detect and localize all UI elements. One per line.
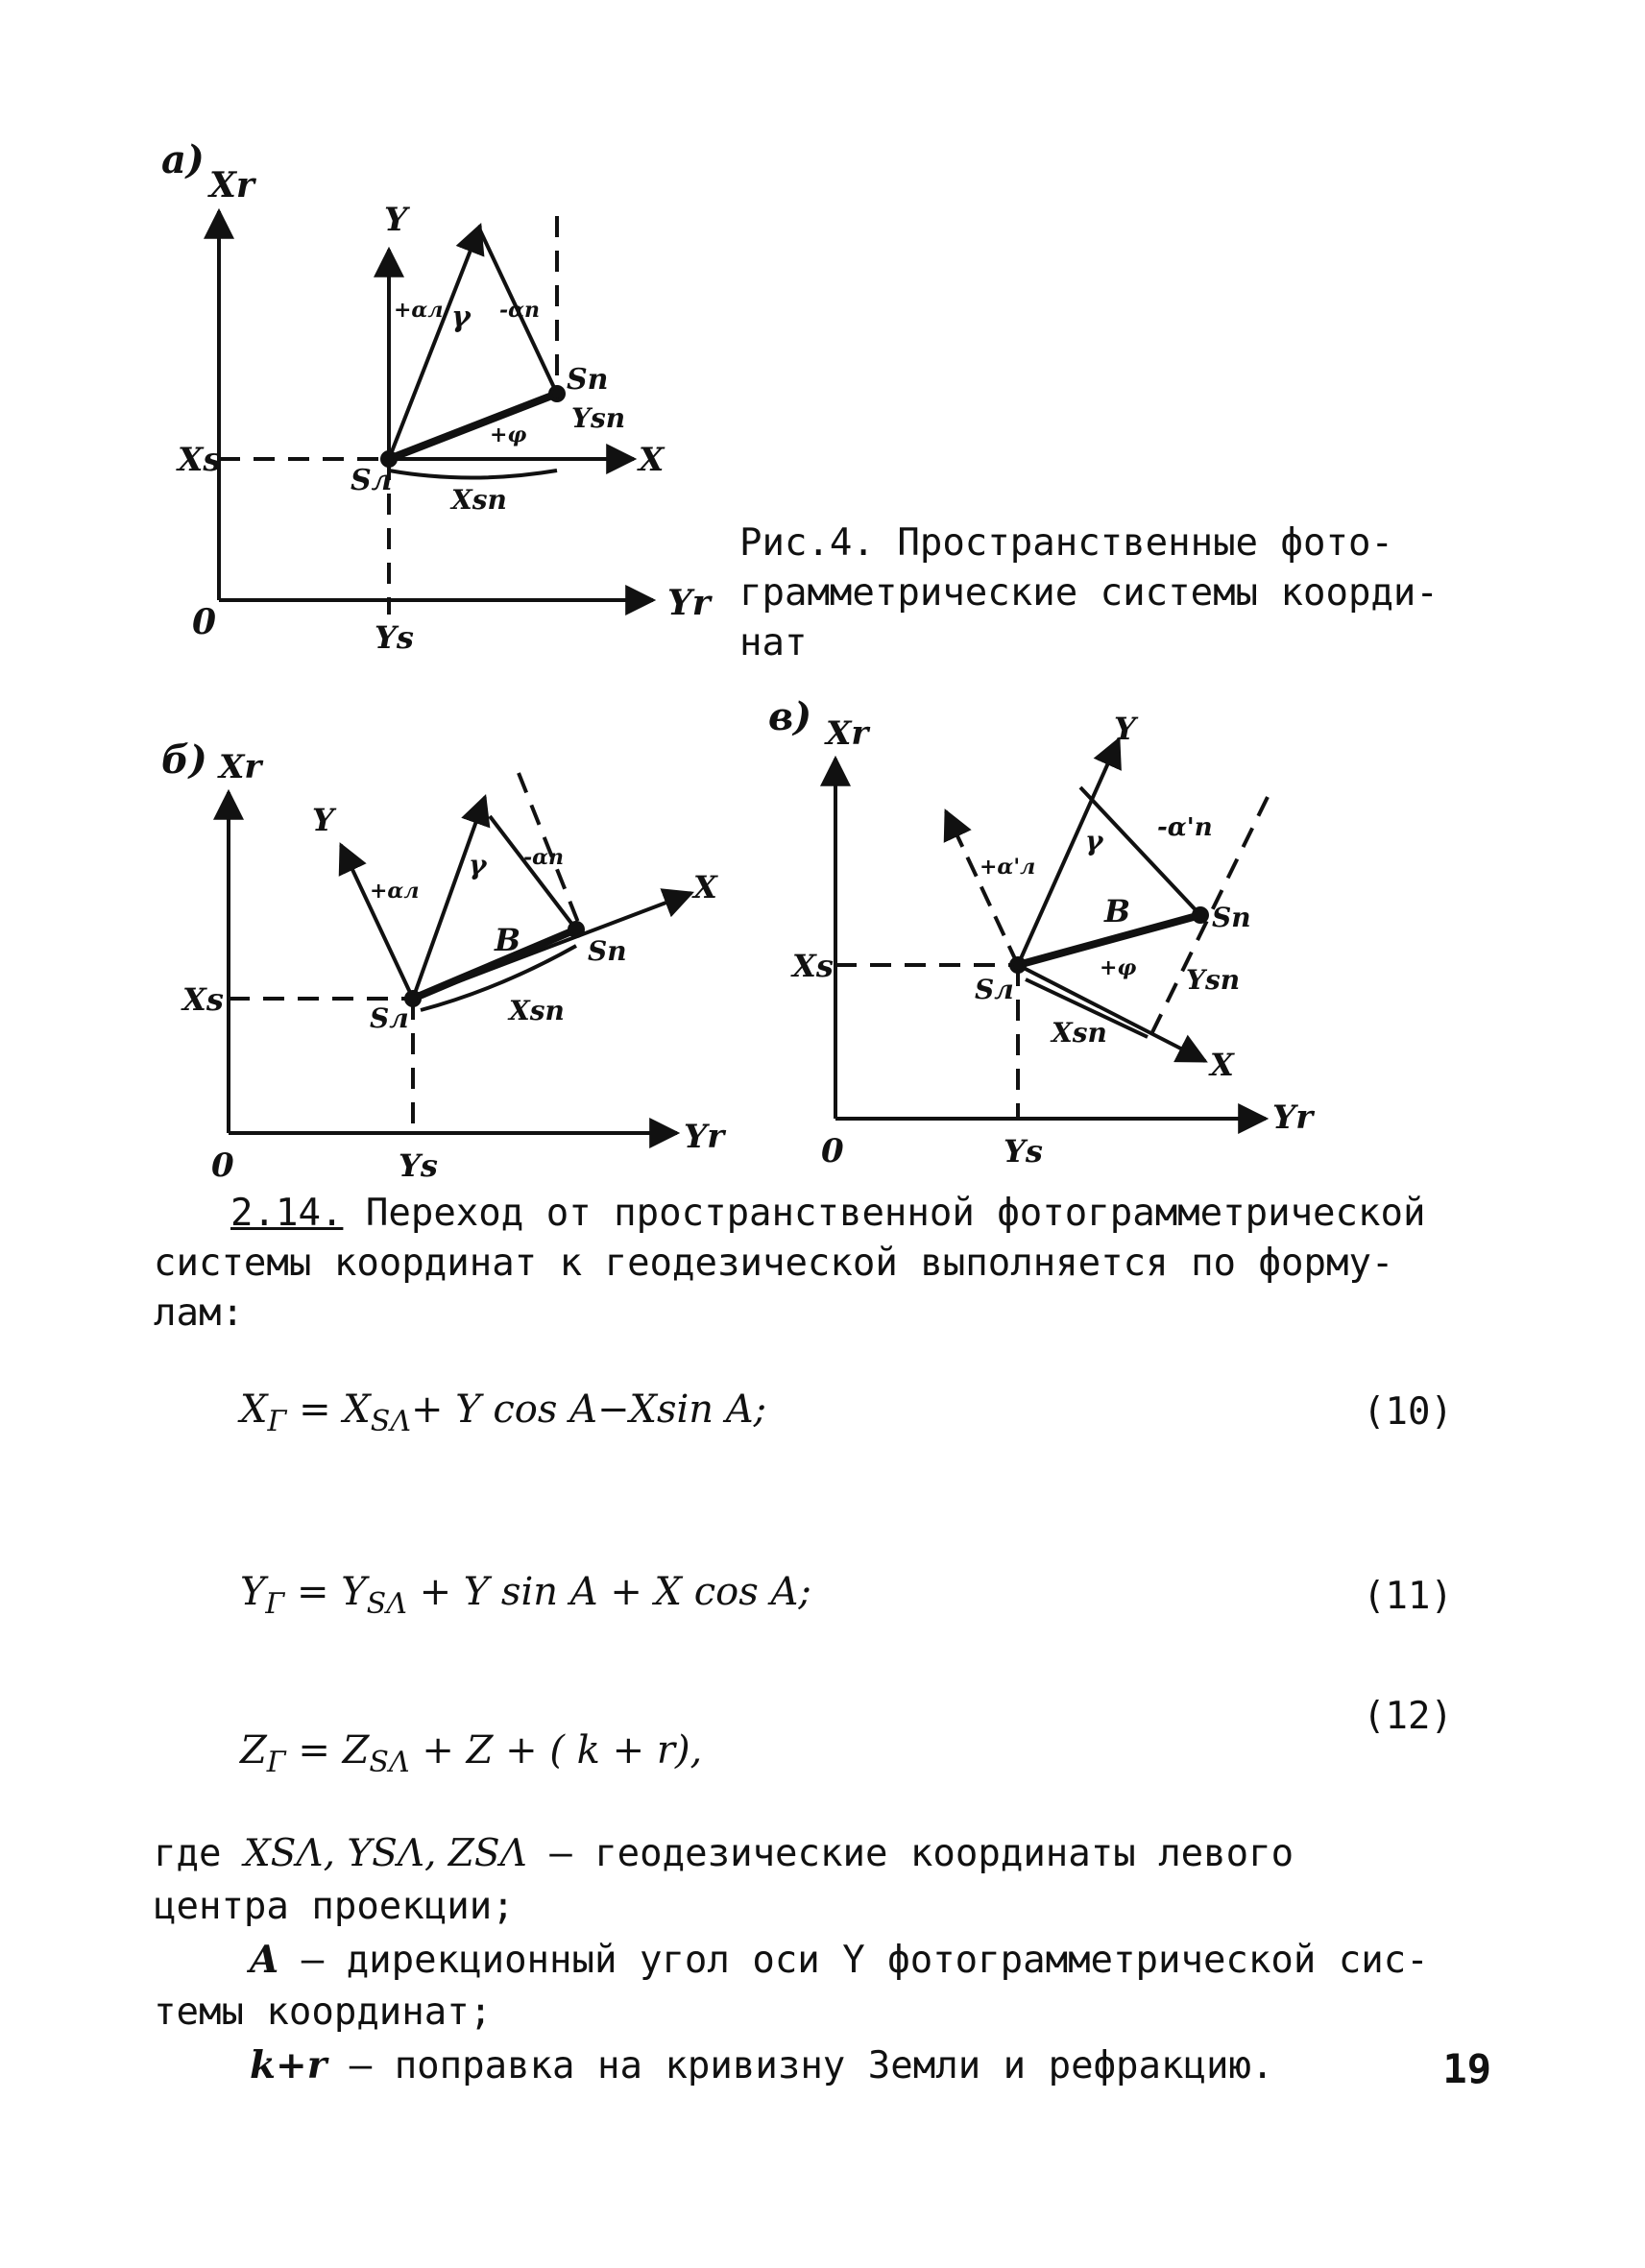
xs-label-a: Xs <box>178 441 222 479</box>
b-label-b: B <box>495 922 521 958</box>
diagram-v <box>768 694 1315 1170</box>
equation-number: (11) <box>1363 1575 1453 1618</box>
caption-line: грамметрические системы коорди- <box>739 571 1439 615</box>
gamma-label-b: γ <box>469 849 487 881</box>
def-vars: XSΛ, YSΛ, ZSΛ <box>243 1832 527 1875</box>
sl-label-b: Sл <box>370 1002 409 1034</box>
sl-label-v: Sл <box>975 974 1014 1005</box>
eq-lhs: Y <box>240 1570 266 1614</box>
alpha-l-prime-label-v: +α'л <box>980 855 1036 880</box>
page-number: 19 <box>1442 2045 1491 2092</box>
alpha-p-label-b: -αп <box>523 845 565 870</box>
definition-line <box>154 1829 1294 1879</box>
axis-label-yr-b: Yr <box>684 1118 725 1156</box>
alpha-p-label-a: -αп <box>499 298 541 323</box>
axis-label-yr-v: Yr <box>1272 1098 1314 1137</box>
gamma-label-a: γ <box>451 301 471 334</box>
panel-label-b: б) <box>161 737 207 783</box>
diagram-a <box>161 137 714 656</box>
x-label-a: X <box>639 441 665 479</box>
b-label-v: B <box>1104 893 1131 929</box>
eq-lhs-sub: Г <box>265 1587 285 1621</box>
eq-rhs: = Z <box>285 1728 370 1773</box>
axis-label-xr-a: Xr <box>209 165 254 205</box>
x-label-v: X <box>1210 1047 1234 1083</box>
def-var: A <box>250 1938 279 1982</box>
eq-rhs-sub: SΛ <box>366 1587 407 1621</box>
eq-rhs: = X <box>286 1387 371 1432</box>
ys-label-b: Ys <box>399 1147 438 1184</box>
panel-label-v: в) <box>768 694 812 739</box>
sl-label-a: Sл <box>351 464 393 497</box>
eq-lhs: X <box>240 1387 268 1432</box>
eq-rhs-sub: SΛ <box>370 1405 411 1438</box>
eq-lhs-sub: Г <box>267 1405 287 1438</box>
x-label-b: X <box>693 869 717 905</box>
ysp-label-v: Ysп <box>1186 964 1241 996</box>
gamma-label-v: γ <box>1085 825 1103 857</box>
paragraph-line <box>154 1189 1425 1239</box>
eq-rhs-rest: + Y sin A + X cos A; <box>406 1570 811 1614</box>
y-label-v: Y <box>1114 711 1136 747</box>
equation-11 <box>240 1570 811 1621</box>
ysp-label-a: Ysп <box>571 402 626 434</box>
phi-label-a: +φ <box>490 422 527 447</box>
phi-label-v: +φ <box>1100 955 1137 980</box>
paragraph-number: 2.14. <box>230 1192 344 1235</box>
def-text: – дирекционный угол оси Y фотограмметрической сис- <box>278 1939 1429 1982</box>
y-label-a: Y <box>384 201 408 239</box>
definition-line: центра проекции; <box>154 1885 515 1928</box>
xsp-label-v: Xsп <box>1052 1017 1107 1049</box>
definition-line: темы координат; <box>154 1991 493 2034</box>
origin-label-b: 0 <box>211 1146 234 1185</box>
origin-label-v: 0 <box>821 1132 844 1170</box>
eq-rhs-sub: SΛ <box>369 1746 410 1779</box>
equation-number: (10) <box>1363 1390 1453 1434</box>
eq-lhs: Z <box>240 1728 267 1773</box>
def-text: – геодезические координаты левого <box>526 1832 1294 1875</box>
paragraph-text: Переход от пространственной фотограмметрической <box>365 1192 1426 1235</box>
eq-lhs-sub: Г <box>266 1746 286 1779</box>
paragraph-line: лам: <box>154 1291 244 1335</box>
ys-label-v: Ys <box>1004 1133 1043 1170</box>
xs-label-v: Xs <box>792 948 834 984</box>
def-text: – поправка на кривизну Земли и рефракцию. <box>327 2044 1274 2087</box>
axis-label-yr-a: Yr <box>667 583 711 623</box>
origin-label-a: 0 <box>192 602 217 642</box>
equation-number: (12) <box>1363 1695 1453 1738</box>
alpha-l-label-b: +αл <box>370 879 420 904</box>
def-prefix: где <box>154 1832 244 1875</box>
alpha-l-label-a: +αл <box>394 298 444 323</box>
ys-label-a: Ys <box>375 619 414 656</box>
caption-line: нат <box>739 621 808 664</box>
sp-label-b: Sп <box>588 935 627 967</box>
equation-10 <box>240 1387 766 1438</box>
panel-label-a: а) <box>161 137 205 182</box>
xsp-label-a: Xsп <box>451 484 507 516</box>
y-label-b: Y <box>312 802 334 838</box>
eq-rhs: = Y <box>284 1570 367 1614</box>
def-var: k+r <box>250 2043 327 2087</box>
paragraph-line: системы координат к геодезической выполняется по форму- <box>154 1242 1394 1285</box>
equation-12 <box>240 1728 702 1779</box>
eq-rhs-rest: + Z + ( k + r), <box>409 1728 703 1773</box>
definition-line <box>250 1935 1429 1986</box>
xs-label-b: Xs <box>182 981 224 1018</box>
alpha-p-prime-label-v: -α'п <box>1157 813 1213 842</box>
xsp-label-b: Xsп <box>509 995 565 1026</box>
figure-caption <box>739 519 1439 668</box>
eq-rhs-rest: + Y cos A−Xsin A; <box>411 1387 767 1432</box>
caption-line: Рис.4. Пространственные фото- <box>739 521 1393 565</box>
axis-label-xr-v: Xr <box>826 714 869 753</box>
definition-line <box>250 2040 1273 2091</box>
axis-label-xr-b: Xr <box>219 748 262 786</box>
diagram-b <box>161 737 726 1185</box>
sp-label-v: Sп <box>1212 902 1251 933</box>
sp-label-a: Sп <box>567 363 609 397</box>
